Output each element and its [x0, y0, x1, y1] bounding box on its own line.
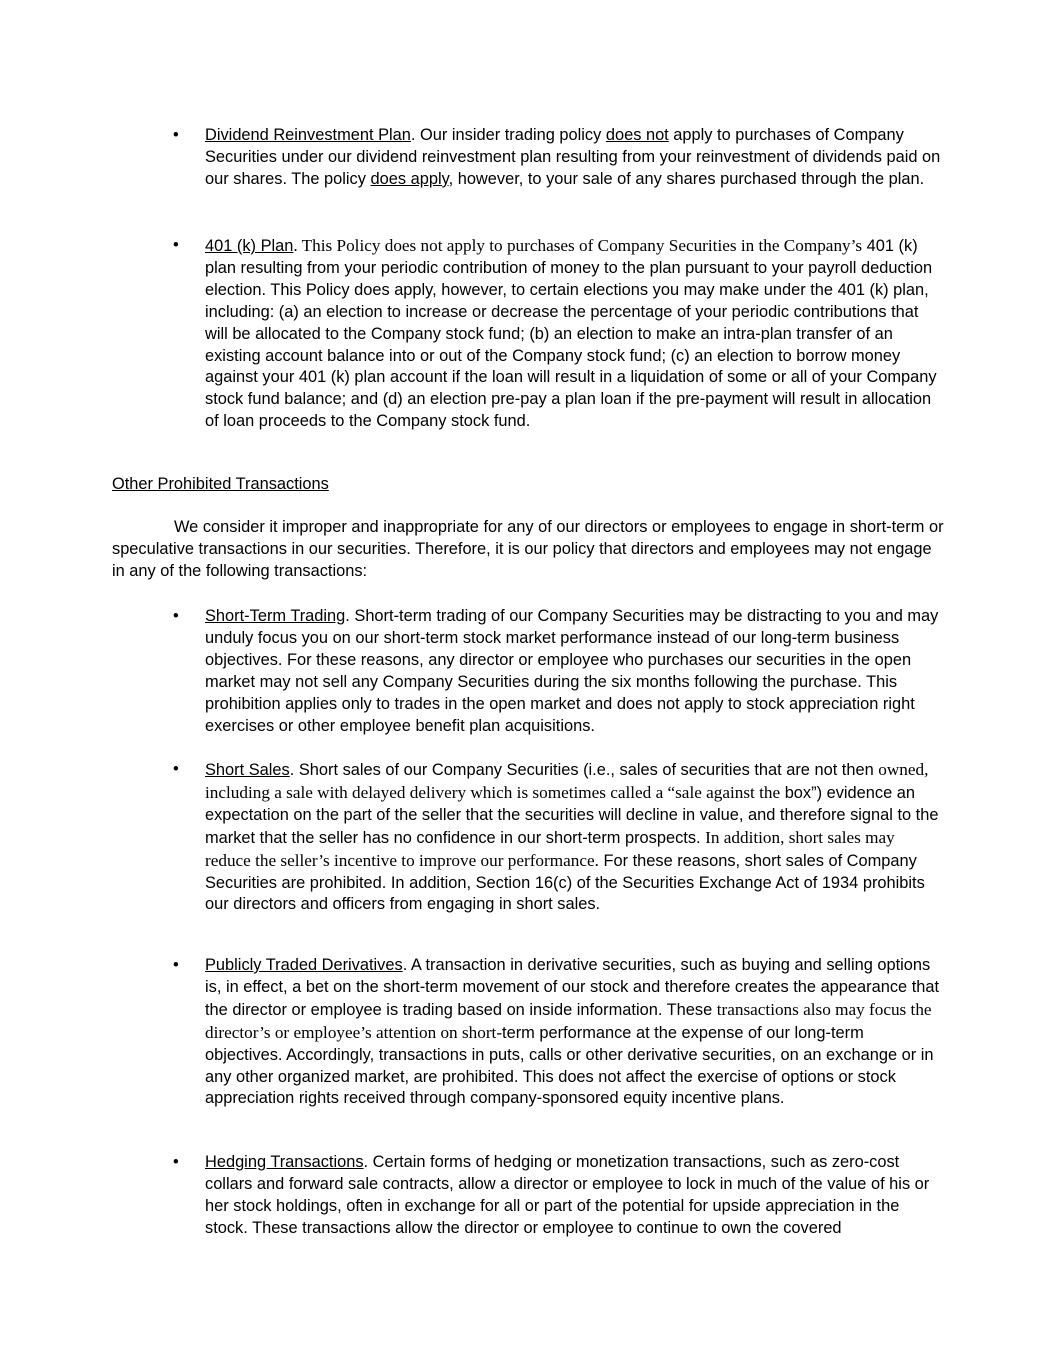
- item-text: . Our insider trading policy: [410, 126, 606, 144]
- item-text: apply to purchases of Company Securities under our dividend reinvestment plan resulting from your reinvestment of dividends paid on our shares. The policy: [205, 126, 941, 188]
- bullet-icon: •: [173, 956, 179, 974]
- section-heading: Other Prohibited Transactions: [112, 475, 329, 493]
- bullet-icon: •: [173, 760, 179, 778]
- bullet-text: [205, 606, 943, 737]
- item-text: For these reasons, short sales of Company Securities are prohibited. In addition, Section 16(c) of the Securities Exchange Act of 1934 prohibits our directors and officers from engaging in short sales.: [205, 851, 925, 914]
- bullet-item-401k: [173, 235, 943, 433]
- item-title: Dividend Reinvestment Plan: [205, 126, 411, 144]
- item-emphasis: does not: [605, 126, 669, 144]
- item-emphasis: does apply: [370, 169, 449, 188]
- item-text: box”) evidence an expectation on the part of the seller that the securities will decline in value, and therefore signal to the market that the seller has no confidence in our short-term prospects.: [205, 783, 939, 847]
- item-text: owned, including a sale with delayed delivery which is sometimes called a “sale against the: [205, 760, 929, 802]
- bullet-icon: •: [173, 607, 179, 625]
- bullet-item-short-term-trading: [173, 606, 943, 737]
- intro-paragraph: We consider it improper and inappropriate for any of our directors or employees to engage in short-term or speculative transactions in our securities. Therefore, it is our policy that directors and employees may not engage in any of the following transactions:: [112, 518, 944, 580]
- item-text: . This Policy does not apply to purchases of Company Securities in the Company’s: [293, 236, 863, 255]
- item-text: term performance at the expense of our long-term objectives. Accordingly, transactions in puts, calls or other derivative securities, on an exchange or in any other organized market, are prohibited. This does not affect the exercise of options or stock appreciation rights received through company-sponsored equity incentive plans.: [205, 1023, 934, 1108]
- item-text: . Short-term trading of our Company Securities may be distracting to you and may unduly focus you on our short-term stock market performance instead of our long-term business objectives. For these reasons, any director or employee who purchases our securities in the open market may not sell any Company Securities during the six months following the purchase. This prohibition applies only to trades in the open market and does not apply to stock appreciation right exercises or other employee benefit plan acquisitions.: [205, 607, 939, 735]
- bullet-icon: •: [173, 126, 179, 144]
- bullet-text: [205, 955, 943, 1110]
- bullet-item-short-sales: [173, 759, 943, 916]
- item-title: Hedging Transactions: [205, 1153, 364, 1171]
- item-text: . Short sales of our Company Securities (i.e., sales of securities that are not then: [289, 761, 874, 779]
- bullet-icon: •: [173, 236, 179, 254]
- item-text: , however, to your sale of any shares purchased through the plan.: [448, 169, 925, 188]
- item-text: 401 (k) plan resulting from your periodic contribution of money to the plan pursuant to your payroll deduction election. This Policy does apply, however, to certain elections you may make under the 401 (k) plan, including: (a) an election to increase or decrease the percentage of your periodic contributions that will be allocated to the Company stock fund; (b) an election to make an intra-plan transfer of an existing account balance into or out of the Company stock fund; (c) an election to borrow money against your 401 (k) plan account if the loan will result in a liquidation of some or all of your Company stock fund balance; and (d) an election pre-pay a plan loan if the pre-payment will result in allocation of loan proceeds to the Company stock fund.: [205, 237, 937, 431]
- item-title: Short Sales: [205, 761, 290, 779]
- bullet-text: [205, 235, 943, 433]
- item-text: . A transaction in derivative securities, such as buying and selling options is, in effect, a bet on the short-term movement of our stock and therefore creates the appearance that the director or employee is trading based on inside information. These: [205, 956, 940, 1019]
- bullet-text: [205, 125, 943, 191]
- item-text: transactions also may focus the director’s or employee’s attention on short-: [205, 999, 932, 1042]
- item-title: Short-Term Trading: [205, 607, 346, 625]
- bullet-item-derivatives: [173, 955, 943, 1110]
- bullet-icon: •: [173, 1153, 179, 1171]
- bullet-text: [205, 1152, 943, 1240]
- bullet-text: [205, 759, 943, 916]
- item-text: In addition, short sales may reduce the seller’s incentive to improve our performance.: [205, 827, 895, 870]
- item-title: 401 (k) Plan: [205, 237, 294, 255]
- bullet-item-dividend-reinvestment: [173, 125, 943, 191]
- bullet-item-hedging: [173, 1152, 943, 1240]
- item-title: Publicly Traded Derivatives: [205, 956, 403, 974]
- item-text: . Certain forms of hedging or monetization transactions, such as zero-cost collars and forward sale contracts, allow a director or employee to lock in much of the value of his or her stock holdings, often in exchange for all or part of the potential for upside appreciation in the stock. These transactions allow the director or employee to continue to own the covered: [205, 1153, 930, 1237]
